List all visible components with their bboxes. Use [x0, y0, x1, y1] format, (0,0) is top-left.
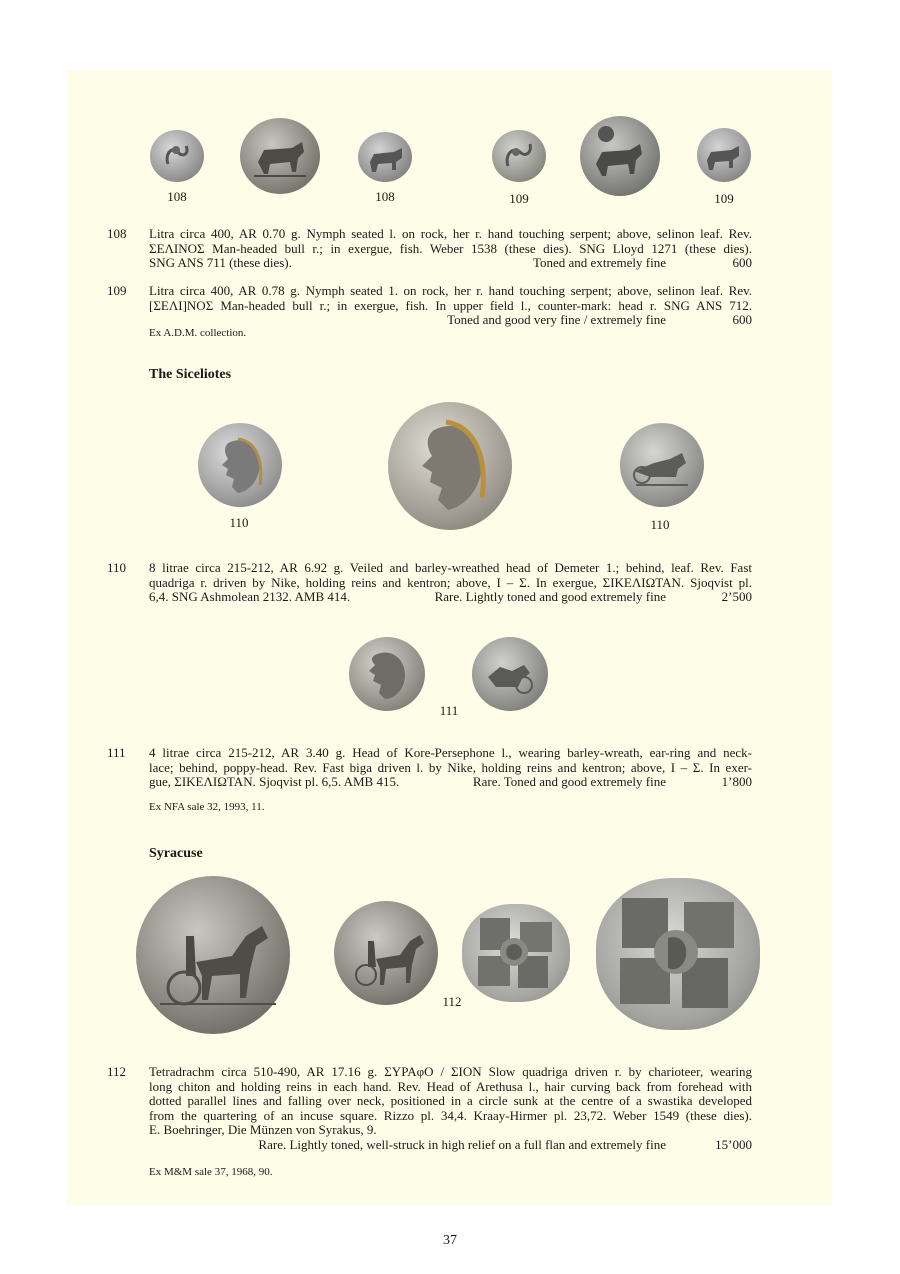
lot-provenance: Ex A.D.M. collection.: [149, 326, 247, 339]
serpent-nymph-icon: [150, 130, 204, 182]
coin-image-110-reverse: [620, 423, 704, 507]
quadriga-charioteer-icon: [136, 876, 290, 1034]
lot-number: 109: [107, 283, 127, 298]
lot-condition: Rare. Lightly toned and good extremely fine: [434, 589, 666, 605]
quadriga-charioteer-icon: [334, 901, 438, 1005]
lot-description-line: Tetradrachm circa 510-490, AR 17.16 g. ΣΥΡΑφΟ / ΣΙΟΝ Slow quadriga driven r. by charioteer, wearing: [149, 1064, 752, 1079]
lot-description-line: Litra circa 400, AR 0.70 g. Nymph seated l. on rock, her r. hand touching serpent; above, selinon leaf. Rev.: [149, 226, 752, 241]
lot-description-line: ΣΕΛΙΝΟΣ Man-headed bull r.; in exergue, fish. Weber 1538 (these dies). SNG Lloyd 1271 (these dies).: [149, 240, 752, 256]
coin-image-108-small: [358, 132, 412, 182]
section-heading: Syracuse: [149, 846, 203, 861]
lot-condition: Rare. Toned and good extremely fine: [472, 774, 666, 790]
coin-image-112-obverse-large: [136, 876, 290, 1034]
lot-estimate: 600: [732, 255, 752, 271]
lot-description-line: dotted parallel lines and falling over neck, positioned in a circle sunk at the centre of a swastika developed: [149, 1093, 752, 1109]
plate-caption: 110: [229, 515, 249, 530]
coin-image-111-obverse: [349, 637, 425, 711]
lot-112: [107, 1065, 752, 1185]
page-number: 37: [443, 1233, 457, 1248]
lot-110: [107, 561, 752, 607]
lot-description-line: 4 litrae circa 215-212, AR 3.40 g. Head of Kore-Persephone l., wearing barley-wreath, ear-ring and neck-: [149, 745, 752, 760]
demeter-head-icon: [388, 402, 512, 530]
biga-icon: [472, 637, 548, 711]
lot-111: [107, 746, 752, 818]
section-heading: The Siceliotes: [149, 367, 232, 382]
lot-description-line: quadriga r. driven by Nike, holding reins and kentron; above, Ι – Σ. In exergue, ΣΙΚΕΛΙΩΤΑΝ. Sjoqvist pl.: [149, 574, 752, 590]
lot-description-line: lace; behind, poppy-head. Rev. Fast biga driven l. by Nike, holding reins and kentron; above, Ι – Σ. In exer-: [149, 759, 752, 775]
plate-caption: 109: [714, 191, 734, 206]
demeter-head-icon: [198, 423, 282, 507]
lot-estimate: 1’800: [721, 774, 752, 790]
lot-provenance: Ex NFA sale 32, 1993, 11.: [149, 800, 265, 813]
lot-estimate: 2’500: [721, 589, 752, 605]
lot-condition: Toned and extremely fine: [532, 255, 666, 271]
plate-caption: 109: [509, 191, 529, 206]
coin-image-108-obverse: [150, 130, 204, 182]
lot-description-line: Litra circa 400, AR 0.78 g. Nymph seated 1. on rock, her r. hand touching serpent; above, selinon leaf. Rev.: [149, 283, 752, 298]
lot-number: 111: [107, 745, 126, 760]
coin-image-112-obverse-small: [334, 901, 438, 1005]
lot-108: [107, 227, 752, 273]
plate-caption: 108: [167, 189, 187, 204]
lot-description-line: [ΣΕΛΙ]ΝΟΣ Man-headed bull r.; in exergue, fish. In upper field l., counter-mark: head r. SNG ANS 712.: [149, 297, 752, 313]
quadriga-icon: [620, 423, 704, 507]
serpent-nymph-icon: [492, 130, 546, 182]
coin-image-108-reverse: [240, 118, 320, 194]
plate-caption: 110: [650, 517, 670, 532]
lot-109: [107, 284, 752, 338]
lot-description-line: from the quartering of an incuse square. Rizzo pl. 34,4. Kraay-Hirmer pl. 23,72. Weber 1549 (these dies).: [149, 1107, 752, 1123]
lot-estimate: 15’000: [715, 1136, 752, 1152]
lot-description-line: 8 litrae circa 215-212, AR 6.92 g. Veiled and barley-wreathed head of Demeter 1.; behind, leaf. Rev. Fast: [149, 560, 752, 575]
lot-description-line: E. Boehringer, Die Münzen von Syrakus, 9.: [149, 1122, 377, 1138]
lot-description-line: SNG ANS 711 (these dies).: [149, 255, 292, 271]
incuse-swastika-arethusa-icon: [462, 904, 570, 1002]
incuse-swastika-arethusa-icon: [596, 878, 760, 1030]
man-headed-bull-icon: [240, 118, 320, 194]
coin-image-110-obverse-large: [388, 402, 512, 530]
bull-icon: [358, 132, 412, 182]
lot-description-line: gue, ΣΙΚΕΛΙΩΤΑΝ. Sjoqvist pl. 6,5. AMB 415.: [149, 774, 400, 790]
plate-caption: 111: [439, 703, 459, 718]
coin-image-110-obverse-small: [198, 423, 282, 507]
lot-estimate: 600: [732, 312, 752, 328]
lot-number: 112: [107, 1064, 127, 1079]
lot-description-line: 6,4. SNG Ashmolean 2132. AMB 414.: [149, 589, 351, 605]
coin-image-112-reverse-large: [596, 878, 760, 1030]
coin-image-109-reverse: [580, 116, 660, 196]
plate-caption: 112: [442, 994, 462, 1009]
kore-head-icon: [349, 637, 425, 711]
lot-number: 110: [107, 560, 127, 575]
lot-condition: Toned and good very fine / extremely fine: [447, 312, 666, 328]
coin-image-109-obverse: [492, 130, 546, 182]
lot-number: 108: [107, 226, 127, 241]
bull-icon: [697, 128, 751, 182]
lot-provenance: Ex M&M sale 37, 1968, 90.: [149, 1165, 273, 1178]
coin-image-109-small: [697, 128, 751, 182]
plate-caption: 108: [375, 189, 395, 204]
coin-image-111-reverse: [472, 637, 548, 711]
man-headed-bull-countermark-icon: [580, 116, 660, 196]
coin-image-112-reverse-small: [462, 904, 570, 1002]
lot-description-line: long chiton and holding reins in each hand. Rev. Head of Arethusa l., hair curving back from forehead with: [149, 1078, 752, 1094]
lot-condition: Rare. Lightly toned, well-struck in high relief on a full flan and extremely fine: [258, 1136, 666, 1152]
